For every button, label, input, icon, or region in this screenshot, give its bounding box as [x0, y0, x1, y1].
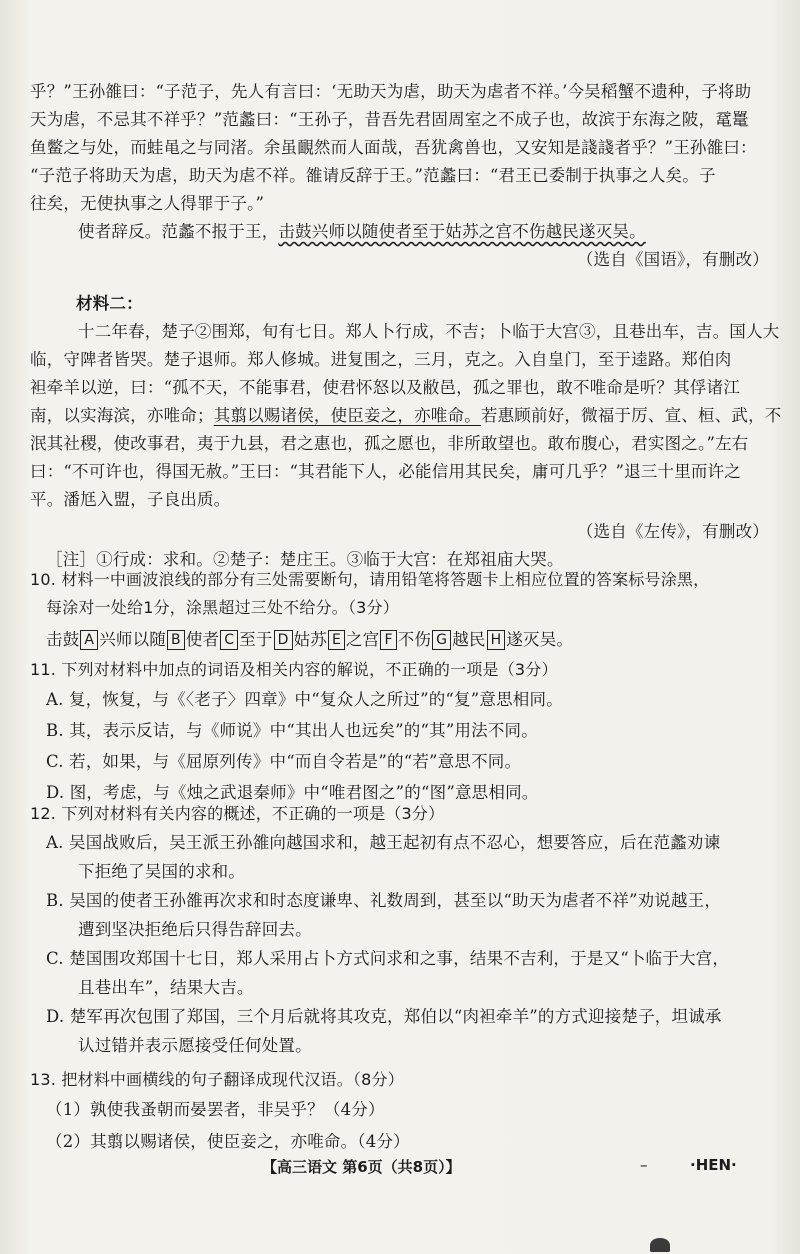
segment: 姑苏 — [293, 630, 327, 649]
source-citation: （选自《国语》，有删改） — [576, 250, 769, 269]
translation-item-1: （1）孰使我蚤朝而晏罢者，非吴乎？（4分） — [46, 1100, 385, 1119]
question-stem: 每涂对一处给1分，涂黑超过三处不给分。（3分） — [46, 598, 399, 617]
exam-code: ·HEN· — [690, 1156, 737, 1174]
segment: 之宫 — [346, 630, 380, 649]
question-stem: 11. 下列对材料中加点的词语及相关内容的解说，不正确的一项是（3分） — [30, 660, 558, 679]
segment: 击鼓 — [46, 630, 80, 649]
translation-item-2: （2）其翦以赐诸侯，使臣妾之，亦唯命。（4分） — [46, 1132, 410, 1151]
answer-box-h[interactable]: H — [487, 630, 506, 650]
footer-dash: – — [640, 1156, 648, 1174]
question-11 — [30, 656, 775, 808]
material-two — [30, 290, 782, 574]
question-stem: 13. 把材料中画横线的句子翻译成现代汉语。（8分） — [30, 1070, 404, 1089]
option-b[interactable] — [30, 886, 775, 944]
option-line: 下拒绝了吴国的求和。 — [78, 862, 245, 881]
option-a[interactable] — [30, 828, 775, 886]
text-line: 往矣，无使执事之人得罪于子。” — [30, 194, 265, 213]
text-line: 乎？”王孙雒曰：“子范子，先人有言曰：‘无助天为虐，助天为虐者不祥。’今吴稻蟹不遗种，子将助 — [30, 82, 752, 101]
question-12 — [30, 800, 775, 1060]
underlined-sentence: 其翦以赐诸侯，使臣妾之，亦唯命。 — [213, 406, 481, 425]
text-line: 天为虐，不忌其不祥乎？”范蠡曰：“王孙子，昔吾先君固周室之不成子也，故滨于东海之陂，鼋鼍 — [30, 110, 749, 129]
answer-box-g[interactable]: G — [432, 630, 451, 650]
segment: 至于 — [239, 630, 273, 649]
answer-box-d[interactable]: D — [274, 630, 293, 650]
answer-box-b[interactable]: B — [167, 630, 185, 650]
option-b[interactable]: B. 其，表示反诘，与《师说》中“其出人也远矣”的“其”用法不同。 — [46, 721, 538, 740]
question-10 — [30, 566, 775, 654]
option-c[interactable]: C. 若，如果，与《屈原列传》中“而自令若是”的“若”意思不同。 — [46, 752, 522, 771]
question-stem: 12. 下列对材料有关内容的概述，不正确的一项是（3分） — [30, 804, 445, 823]
material-one — [30, 78, 775, 274]
wavy-underlined-text: 击鼓兴师以随使者至于姑苏之宫不伤越民遂灭吴。 — [278, 222, 646, 241]
segment: 越民 — [452, 630, 486, 649]
option-line: 且巷出车”，结果大吉。 — [78, 978, 254, 997]
text-line: 十二年春，楚子②围郑，旬有七日。郑人卜行成，不吉；卜临于大宫③，且巷出车，吉。国人大 — [78, 322, 780, 341]
text-line: 鱼鳖之与处，而蛙黾之与同渚。余虽靦然而人面哉，吾犹禽兽也，又安知是諓諓者乎？”王孙雒曰： — [30, 138, 757, 157]
page-footer — [0, 1156, 800, 1182]
source-citation: （选自《左传》，有删改） — [576, 522, 769, 541]
question-stem: 10. 材料一中画波浪线的部分有三处需要断句，请用铅笔将答题卡上相应位置的答案标号涂黑， — [30, 570, 710, 589]
option-line: B. 吴国的使者王孙雒再次求和时态度谦卑、礼数周到，甚至以“助天为虐者不祥”劝说越王， — [46, 891, 722, 910]
option-line: A. 吴国战败后，吴王派王孙雒向越国求和，越王起初有点不忍心，想要答应，后在范蠡劝谏 — [46, 833, 721, 852]
segment: 不伤 — [397, 630, 432, 649]
option-a[interactable]: A. 复，恢复，与《〈老子〉四章》中“复众人之所过”的“复”意思相同。 — [46, 690, 563, 709]
answer-box-e[interactable]: E — [328, 630, 345, 650]
page-number-label: 【高三语文 第6页（共8页）】 — [262, 1158, 461, 1176]
break-options-line — [30, 626, 775, 654]
answer-box-f[interactable]: F — [380, 630, 396, 650]
text-line: 平。潘尪入盟，子良出质。 — [30, 490, 231, 509]
option-line: 认过错并表示愿接受任何处置。 — [78, 1036, 312, 1055]
material-heading: 材料二： — [76, 294, 143, 313]
text-segment: 南，以实海滨，亦唯命； — [30, 406, 214, 425]
text-line: 袒牵羊以逆，曰：“孤不天，不能事君，使君怀怒以及敝邑，孤之罪也，敢不唯命是听？其俘诸江 — [30, 378, 741, 397]
option-d[interactable]: D. 图，考虑，与《烛之武退秦师》中“唯君图之”的“图”意思相同。 — [46, 783, 539, 802]
footnote: ［注］①行成：求和。②楚子：楚庄王。③临于大宫：在郑祖庙大哭。 — [46, 550, 564, 569]
question-13 — [30, 1066, 775, 1158]
option-line: D. 楚军再次包围了郑国，三个月后就将其攻克，郑伯以“肉袒牵羊”的方式迎接楚子，坦诚承 — [46, 1007, 722, 1026]
option-d[interactable] — [30, 1002, 775, 1060]
segment: 使者 — [185, 630, 220, 649]
text-line: 曰：“不可许也，得国无赦。”王曰：“其君能下人，必能信用其民矣，庸可几乎？”退三十里而许之 — [30, 462, 741, 481]
wavy-line — [30, 218, 775, 246]
wavy-prefix: 使者辞反。范蠡不报于王， — [78, 222, 279, 241]
answer-box-c[interactable]: C — [220, 630, 238, 650]
text-line: 临，守陴者皆哭。楚子退师。郑人修城。进复围之，三月，克之。入自皇门，至于逵路。郑伯肉 — [30, 350, 732, 369]
text-line: “子范子将助天为虐，助天为虐不祥。雒请反辞于王。”范蠡曰：“君王已委制于执事之人矣。子 — [30, 166, 716, 185]
segment: 兴师以随 — [99, 630, 166, 649]
scan-smudge-icon — [650, 1238, 670, 1252]
text-line: 泯其社稷，使改事君，夷于九县，君之惠也，孤之愿也，非所敢望也。敢布腹心，君实图之。”左右 — [30, 434, 749, 453]
option-line: 遭到坚决拒绝后只得告辞回去。 — [78, 920, 312, 939]
answer-box-a[interactable]: A — [80, 630, 98, 650]
text-segment: 若惠顾前好，微福于厉、宣、桓、武，不 — [480, 406, 782, 425]
option-line: C. 楚国围攻郑国十七日，郑人采用占卜方式问求和之事，结果不吉利，于是又“卜临于大宫， — [46, 949, 730, 968]
option-c[interactable] — [30, 944, 775, 1002]
segment: 遂灭吴。 — [506, 630, 574, 649]
text-line-underlined — [30, 402, 782, 430]
